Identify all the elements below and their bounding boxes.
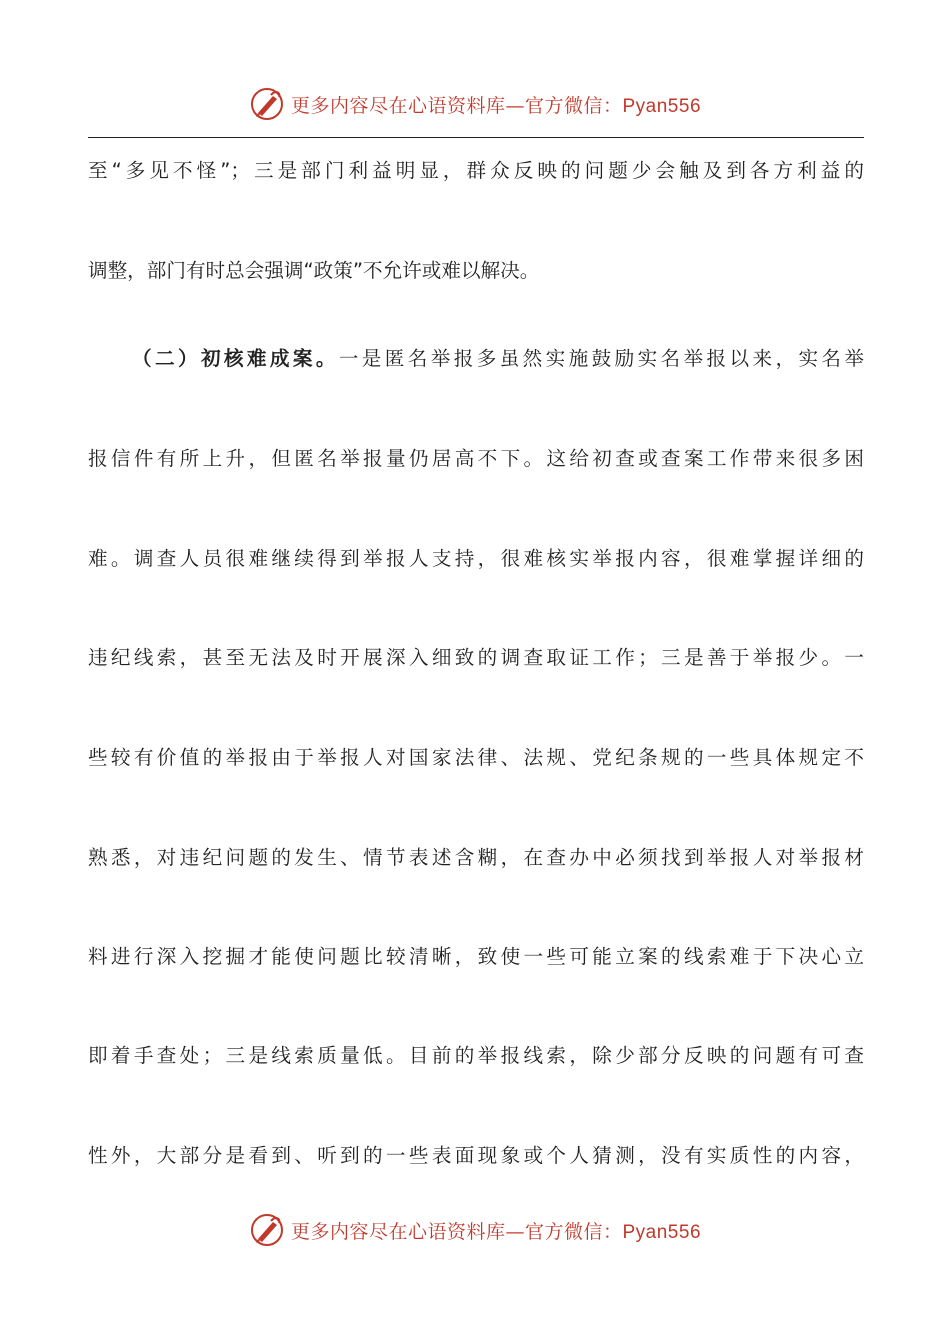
header-divider [88,137,864,138]
header-banner-text [291,91,701,118]
section-heading: （二）初核难成案。 [132,347,339,370]
body-line-11: 性外，大部分是看到、听到的一些表面现象或个人猜测，没有实质性的内容， [88,1144,864,1167]
body-line-7: 些较有价值的举报由于举报人对国家法律、法规、党纪条规的一些具体规定不 [88,746,864,769]
pen-logo-icon [249,86,285,122]
body-line-3 [88,345,864,373]
body-line-9: 料进行深入挖掘才能使问题比较清晰，致使一些可能立案的线索难于下决心立 [88,945,864,968]
page-header [0,82,950,126]
footer-banner-text [291,1217,701,1244]
footer-banner [249,1212,701,1248]
body-line-1: 至“多见不怪”；三是部门利益明显，群众反映的问题少会触及到各方利益的 [88,159,864,182]
body-line-8: 熟悉，对违纪问题的发生、情节表述含糊，在查办中必须找到举报人对举报材 [88,846,864,869]
header-wechat-label: 官方微信： [524,94,623,117]
body-line-5: 难。调查人员很难继续得到举报人支持，很难核实举报内容，很难掌握详细的 [88,547,864,570]
body-line-2: 调整，部门有时总会强调“政策”不允许或难以解决。 [88,259,540,282]
body-line-10: 即着手查处；三是线索质量低。目前的举报线索，除少部分反映的问题有可查 [88,1044,864,1067]
body-line-6: 违纪线索，甚至无法及时开展深入细致的调查取证工作；三是善于举报少。一 [88,646,864,669]
footer-site-text: 更多内容尽在心语资料库— [290,1220,525,1243]
page-footer [0,1208,950,1252]
header-banner [249,86,701,122]
footer-wechat-label: 官方微信： [524,1220,623,1243]
body-line-3-text: 一是匿名举报多虽然实施鼓励实名举报以来，实名举 [338,347,864,370]
body-line-4: 报信件有所上升，但匿名举报量仍居高不下。这给初查或查案工作带来很多困 [88,447,864,470]
pen-logo-icon [249,1212,285,1248]
header-wechat-id: Pyan556 [622,95,702,117]
footer-wechat-id: Pyan556 [622,1221,702,1243]
header-site-text: 更多内容尽在心语资料库— [290,94,525,117]
